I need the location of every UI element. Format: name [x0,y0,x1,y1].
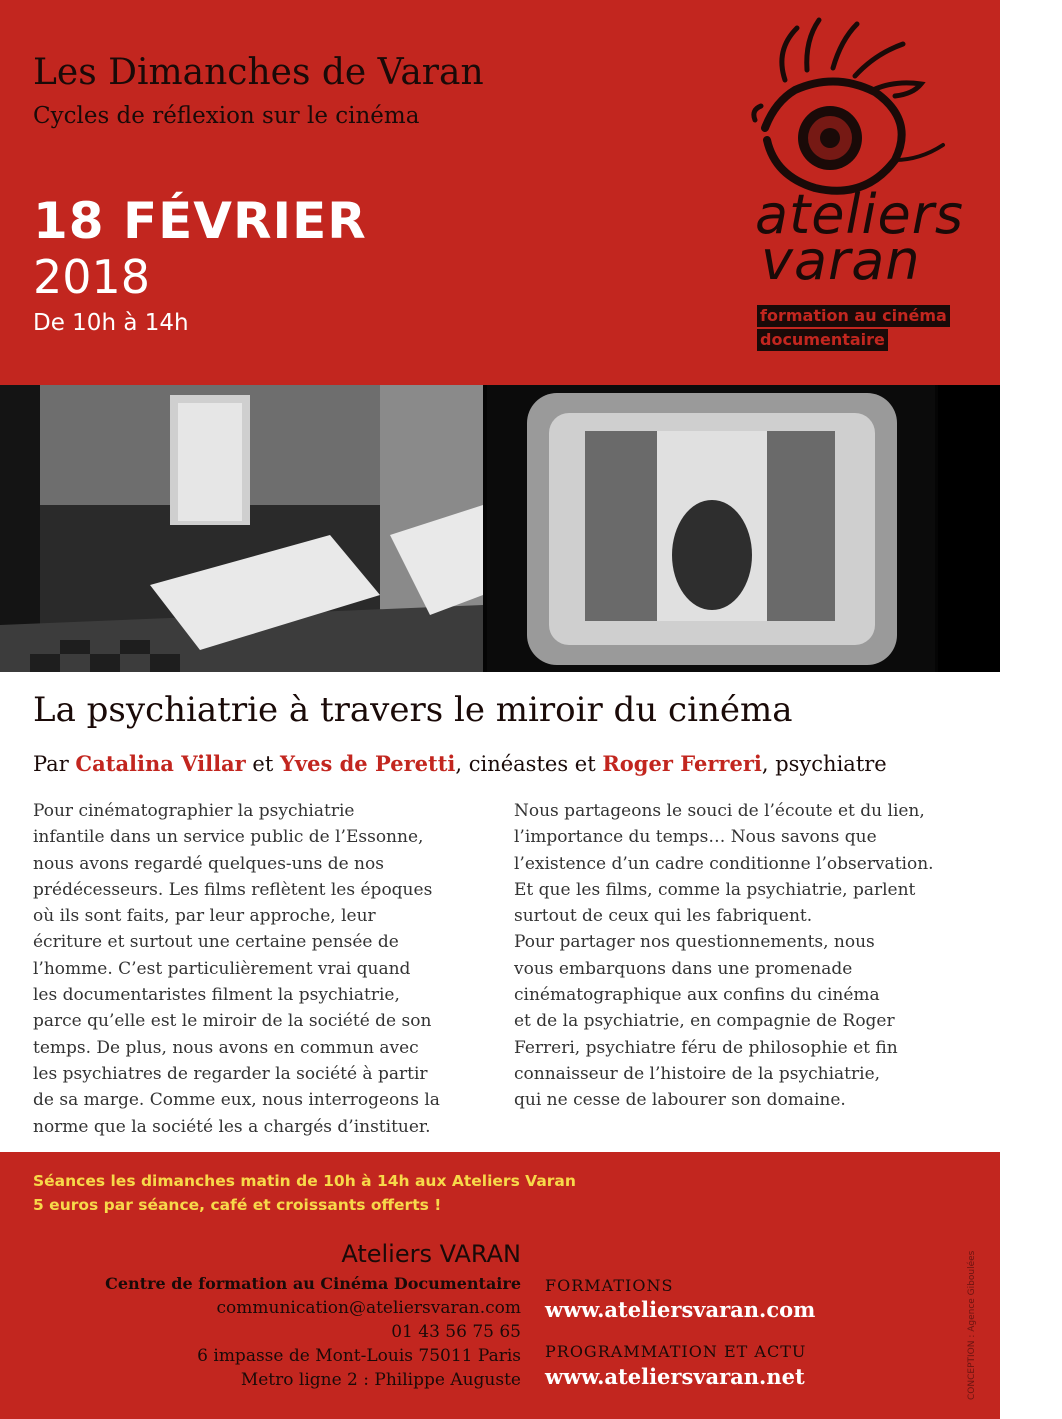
film-still-hospital-room [0,385,483,672]
logo-word-ateliers: ateliers [755,183,965,246]
logo-wordmark [755,183,965,292]
body-line: Pour partager nos questionnements, nous [514,932,875,953]
tagline-line2: documentaire [757,329,888,351]
film-still-plastic-box [487,385,935,672]
body-line: l’existence d’un cadre conditionne l’observation. [514,853,934,874]
article-title: La psychiatrie à travers le miroir du cinéma [33,690,793,730]
body-column-left [33,798,440,1140]
body-line: qui ne cesse de labourer son domaine. [514,1090,846,1111]
formations-url-link[interactable]: www.ateliersvaran.com [545,1297,816,1322]
authors-by: Par [33,752,76,776]
session-info: Séances les dimanches matin de 10h à 14h aux Ateliers Varan [33,1172,576,1190]
author-roger-ferreri: Roger Ferreri [602,751,762,776]
body-line: surtout de ceux qui les fabriquent. [514,906,813,927]
body-line: Nous partageons le souci de l’écoute et du lien, [514,801,925,821]
body-line: écriture et surtout une certaine pensée de [33,932,399,953]
contact-email-link[interactable]: communication@ateliersvaran.com [216,1298,521,1318]
body-line: de sa marge. Comme eux, nous interrogeons la [33,1090,440,1111]
logo-word-varan: varan [761,229,921,292]
body-line: prédécesseurs. Les films reflètent les époques [33,879,433,900]
design-credit: CONCEPTION : Agence Giboulées [967,1250,977,1400]
photo-credit [1000,385,1062,672]
body-line: et de la psychiatrie, en compagnie de Roger [514,1011,895,1032]
body-line: l’homme. C’est particulièrement vrai quand [33,958,411,979]
contact-metro: Metro ligne 2 : Philippe Auguste [240,1370,521,1390]
body-line: l’importance du temps… Nous savons que [514,827,877,848]
series-subtitle: Cycles de réflexion sur le cinéma [33,103,420,129]
hospital-room-image [0,385,483,672]
body-line: Pour cinématographier la psychiatrie [33,801,355,821]
body-line: norme que la société les a chargés d’instituer. [33,1116,431,1137]
body-line: infantile dans un service public de l’Essonne, [33,827,424,848]
programmation-label: PROGRAMMATION ET ACTU [545,1342,807,1361]
film-stills-strip [0,385,1043,672]
tagline-line1: formation au cinéma [757,305,950,327]
formations-label: FORMATIONS [545,1276,674,1295]
author-yves-de-peretti: Yves de Peretti [279,751,456,776]
body-line: Et que les films, comme la psychiatrie, parlent [514,879,916,900]
design-credit-area [958,1230,980,1400]
programmation-url-link[interactable]: www.ateliersvaran.net [545,1364,805,1389]
authors-and: et [245,752,280,776]
org-name: Ateliers VARAN [341,1240,521,1268]
photo-credit-area [938,385,1043,672]
event-hours: De 10h à 14h [33,310,189,336]
logo-tagline [757,305,950,353]
body-line: cinématographique aux confins du cinéma [514,985,880,1006]
article-authors [33,751,887,776]
authors-role-psychiatrist: , psychiatre [761,752,887,776]
body-line: où ils sont faits, par leur approche, leur [33,906,376,927]
author-catalina-villar: Catalina Villar [75,751,246,776]
org-description: Centre de formation au Cinéma Documentaire [105,1274,521,1293]
price-info: 5 euros par séance, café et croissants offerts ! [33,1196,442,1214]
contact-phone: 01 43 56 75 65 [391,1322,521,1342]
body-line: connaisseur de l’histoire de la psychiatrie, [514,1063,881,1084]
event-date-year: 2018 [33,250,151,304]
body-column-right [514,798,934,1114]
body-line: Ferreri, psychiatre féru de philosophie et fin [514,1037,898,1058]
body-line: parce qu’elle est le miroir de la société de son [33,1011,432,1032]
plastic-box-image [487,385,935,672]
contact-address: 6 impasse de Mont-Louis 75011 Paris [197,1346,521,1366]
series-title: Les Dimanches de Varan [33,52,484,93]
body-line: les psychiatres de regarder la société à partir [33,1063,428,1084]
event-date-day: 18 FÉVRIER [33,192,367,250]
body-line: vous embarquons dans une promenade [514,958,853,979]
authors-role-filmmakers: , cinéastes et [455,752,603,776]
body-line: les documentaristes filment la psychiatrie, [33,985,400,1006]
photo-credit-line1: ©Regard sur la folie, Mario Ruspoli (1961) et [1019,455,1030,668]
photo-credit-line2: Lame de fond, Perrine Michel (2013) [1032,495,1043,668]
body-line: nous avons regardé quelques-uns de nos [33,853,384,874]
body-line: temps. De plus, nous avons en commun avec [33,1037,419,1058]
